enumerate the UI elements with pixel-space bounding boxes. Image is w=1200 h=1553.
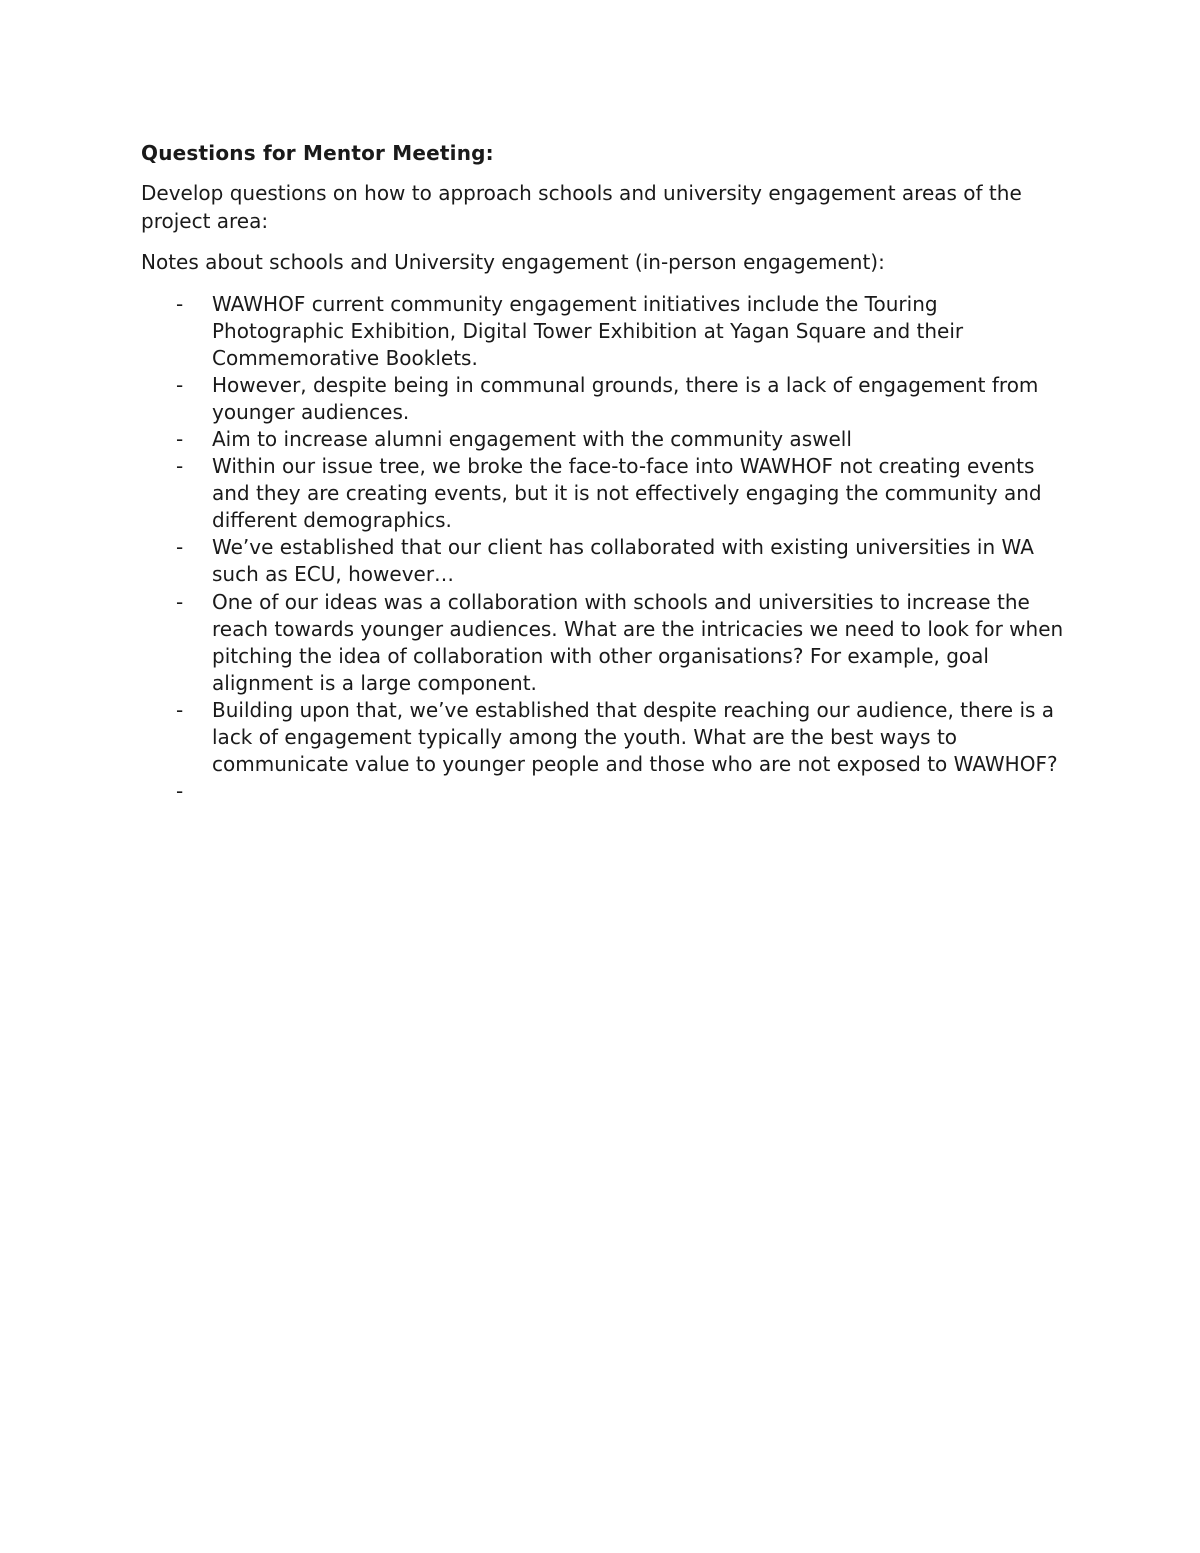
list-item-text: We’ve established that our client has collaborated with existing universities in WA such as ECU, however… [212,535,1034,587]
list-item [141,426,1071,453]
list-item [141,291,1071,372]
notes-list [141,291,1071,806]
notes-title: Notes about schools and University engagement (in-person engagement): [141,250,885,274]
bullet-dash: - [176,291,184,316]
list-item-text: Aim to increase alumni engagement with the community aswell [212,426,852,451]
bullet-dash: - [176,426,184,451]
list-item-text: However, despite being in communal grounds, there is a lack of engagement from younger audiences. [212,372,1039,424]
list-item [141,589,1071,697]
bullet-dash: - [176,454,184,479]
bullet-dash: - [176,589,184,614]
intro-paragraph: Develop questions on how to approach schools and university engagement areas of the project area: [141,181,1022,233]
list-item-text: Within our issue tree, we broke the face-to-face into WAWHOF not creating events and they are creating events, but it is not effectively engaging the community and different demographics. [212,454,1042,533]
list-item [141,534,1071,588]
list-item-empty [141,778,1071,805]
bullet-dash: - [176,779,184,804]
list-item-text: WAWHOF current community engagement initiatives include the Touring Photographic Exhibition, Digital Tower Exhibition at Yagan Square and their Commemorative Booklets. [212,291,964,370]
list-item-text: Building upon that, we’ve established that despite reaching our audience, there is a lack of engagement typically among the youth. What are the best ways to communicate value to younger people and those who are not exposed to WAWHOF? [212,697,1058,777]
bullet-dash: - [176,372,184,397]
list-item [141,372,1071,426]
list-item-text: One of our ideas was a collaboration with schools and universities to increase the reach towards younger audiences. What are the intricacies we need to look for when pitching the idea of collaboration with other organisations? For example, goal alignment is a large component. [212,589,1064,695]
bullet-dash: - [176,535,184,560]
document-heading: Questions for Mentor Meeting: [141,141,494,165]
list-item [141,697,1071,778]
bullet-dash: - [176,697,184,722]
list-item [141,453,1071,534]
document-page [141,139,1071,805]
